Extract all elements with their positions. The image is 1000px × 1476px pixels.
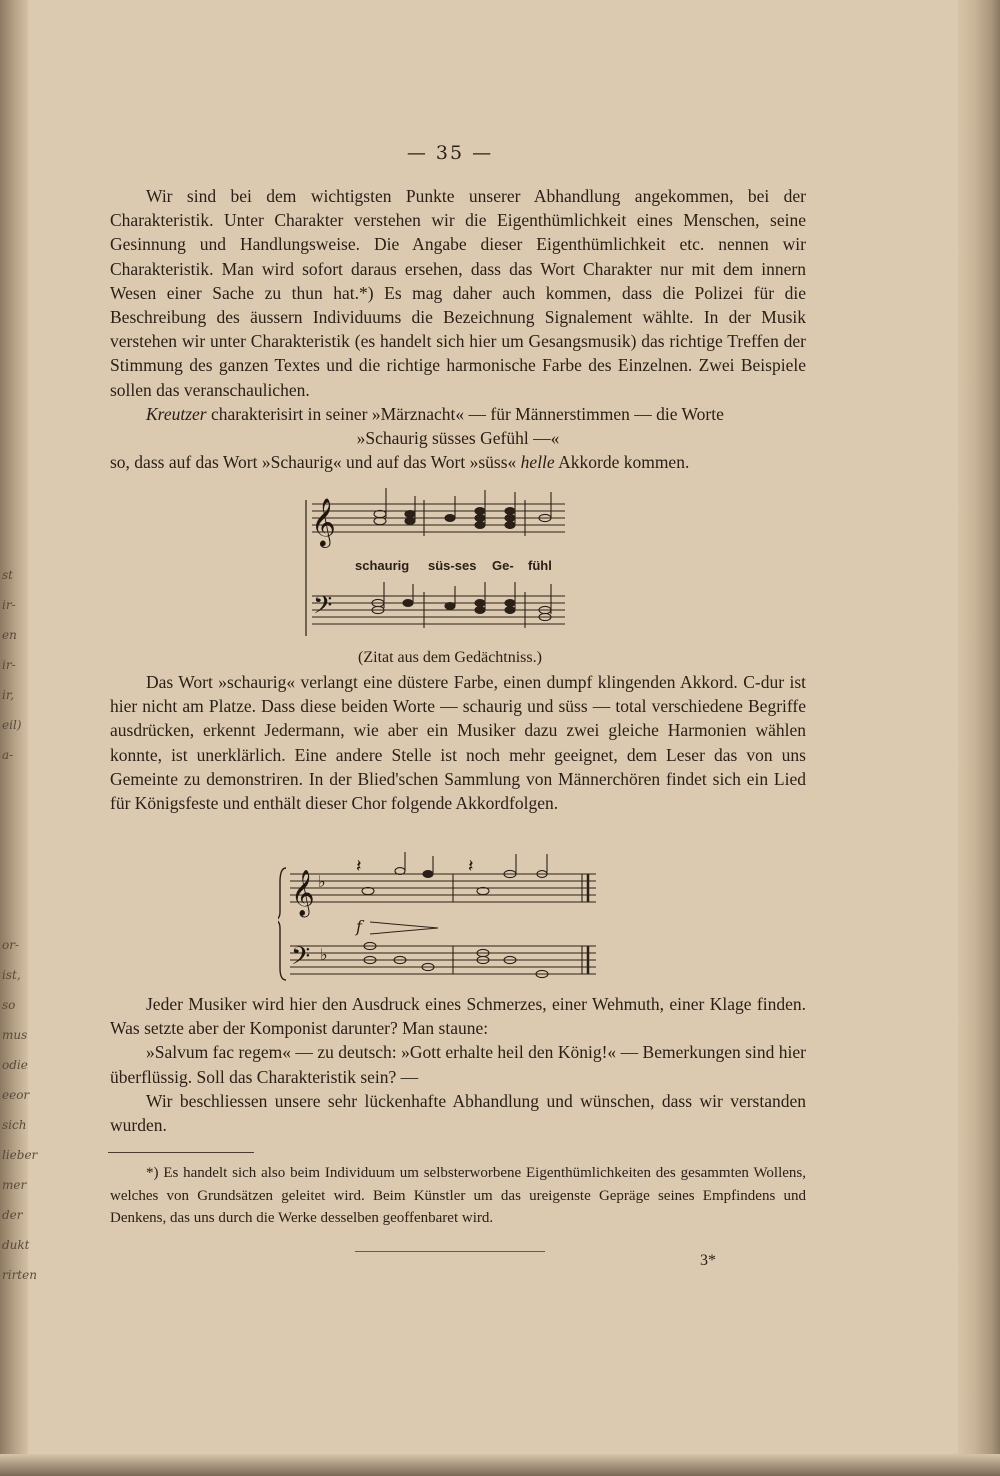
body-block-1 <box>110 184 806 474</box>
margin-fragment: rirten <box>2 1268 37 1282</box>
decrescendo-hairpin <box>370 922 438 934</box>
body-block-2 <box>110 670 806 815</box>
margin-fragment: or- <box>2 938 20 952</box>
lyrics-line <box>355 558 552 573</box>
bass-clef-icon: 𝄢 <box>291 942 311 977</box>
example1-caption: (Zitat aus dem Gedächtniss.) <box>358 649 542 666</box>
margin-fragment: der <box>2 1208 23 1222</box>
bass-staff <box>290 946 596 974</box>
margin-fragment: ir- <box>2 598 16 612</box>
example1-emphasis: helle <box>520 452 555 473</box>
flat-icon: ♭ <box>318 872 326 891</box>
signature-mark: 3* <box>700 1252 716 1269</box>
paragraph-3: Jeder Musiker wird hier den Ausdruck eines Schmerzes, einer Wehmuth, einer Klage finden. Was setzte aber der Komponist darunter? Man staune: <box>110 994 806 1039</box>
margin-fragment: ir, <box>2 688 15 702</box>
margin-fragments <box>2 560 24 770</box>
margin-fragment: sich <box>2 1118 27 1132</box>
system-brace <box>278 868 286 980</box>
bass-notes <box>372 582 551 628</box>
example1-after <box>110 450 806 474</box>
margin-fragment: odie <box>2 1058 28 1072</box>
bottom-rule <box>355 1251 545 1252</box>
rest-icon: 𝄽 <box>468 856 474 877</box>
lyric-word: fühl <box>528 558 552 573</box>
page-number: — 35 — <box>406 142 494 164</box>
margin-fragment: lieber <box>2 1148 38 1162</box>
music-example-2 <box>278 852 608 987</box>
example1-quote: »Schaurig süsses Gefühl —« <box>356 428 560 449</box>
lyric-word: Ge- <box>492 558 514 573</box>
margin-fragment: dukt <box>2 1238 30 1252</box>
treble-clef-icon: 𝄞 <box>291 870 315 916</box>
composer-name: Kreutzer <box>146 403 207 424</box>
margin-fragment: so <box>2 998 16 1012</box>
paragraph-2: Das Wort »schaurig« verlangt eine düstere Farbe, einen dumpf klingenden Akkord. C-dur ist hier nicht am Platze. Dass diese beiden Worte — schaurig und süss — total verschiedene Begriffe ausdrücken, erkennt Jedermann, wie aber ein Musiker dazu zwei gleiche Harmonien wählen konnte, ist unerklärlich. Eine andere Stelle ist noch mehr geeignet, dem Leser das von uns Gemeinte zu demonstriren. In der Blied'schen Sammlung von Männerchören findet sich ein Lied für Königsfeste und enthält dieser Chor folgende Akkordfolgen. <box>110 672 806 814</box>
margin-fragment: eeor <box>2 1088 30 1102</box>
footnote-rule <box>108 1152 254 1153</box>
treble-clef-icon: 𝄞 <box>311 497 336 546</box>
paragraph-1: Wir sind bei dem wichtigsten Punkte unserer Abhandlung angekommen, bei der Charakteristik. Unter Charakter verstehen wir die Eigenthümlichkeit eines Menschen, seine Gesinnung und Handlungsweise. Die Angabe dieser Eigenthümlichkeit etc. nennen wir Charakteristik. Man wird sofort daraus ersehen, dass das Wort Charakter nur mit dem innern Wesen einer Sache zu thun hat.*) Es mag daher auch kommen, dass die Polizei für die Beschreibung des äussern Individuums die Bezeichnung Signalement wählte. In der Musik verstehen wir unter Charakteristik (es handelt sich hier um Gesangsmusik) das richtige Treffen der Stimmung des ganzen Textes und die richtige harmonische Farbe des Einzelnen. Zwei Beispiele sollen das veranschaulichen. <box>110 186 806 400</box>
margin-fragment: ist, <box>2 968 21 982</box>
example1-after-end: Akkorde kommen. <box>554 452 690 473</box>
margin-fragment: a- <box>2 748 14 762</box>
footnote <box>110 1162 806 1230</box>
example1-after-text: so, dass auf das Wort »Schaurig« und auf das Wort »süss« <box>110 452 521 473</box>
paragraph-5: Wir beschliessen unsere sehr lückenhafte Abhandlung und wünschen, dass wir verstanden wurden. <box>110 1090 806 1136</box>
margin-fragment: st <box>2 568 13 582</box>
lyric-word: süs-ses <box>428 558 477 573</box>
rest-icon: 𝄽 <box>356 856 362 877</box>
music-example-1 <box>300 478 600 648</box>
margin-fragment: mer <box>2 1178 27 1192</box>
paragraph-4: »Salvum fac regem« — zu deutsch: »Gott erhalte heil den König!« — Bemerkungen sind hier überflüssig. Soll das Charakteristik sein? — <box>110 1042 806 1087</box>
dynamic-mark: f <box>356 917 362 936</box>
example1-intro-text: charakterisirt in seiner »Märznacht« — für Männerstimmen — die Worte <box>206 403 724 424</box>
treble-notes <box>374 488 551 536</box>
bass-staff <box>312 596 565 624</box>
margin-fragment: eil) <box>2 718 22 732</box>
margin-fragment: mus <box>2 1028 28 1042</box>
margin-fragment: en <box>2 628 17 642</box>
example1-intro <box>110 402 806 426</box>
page-edge-right <box>958 0 1000 1476</box>
body-block-3 <box>110 992 806 1137</box>
lyric-word: schaurig <box>355 558 410 573</box>
treble-staff <box>312 504 565 532</box>
treble-staff <box>290 874 596 902</box>
margin-fragments-lower <box>2 930 38 1290</box>
flat-icon: ♭ <box>320 945 328 964</box>
margin-fragment: ir- <box>2 658 16 672</box>
page-edge-bottom <box>0 1454 1000 1476</box>
footnote-text: *) Es handelt sich also beim Individuum um selbsterworbene Eigenthümlichkeiten des gesammten Wollens, welches von Grundsätzen geleitet wird. Beim Künstler um das ureigenste Gepräge seines Empfindens und Denkens, das uns durch die Werke desselben geoffenbaret wird. <box>110 1165 806 1226</box>
bass-clef-icon: 𝄢 <box>313 591 333 626</box>
